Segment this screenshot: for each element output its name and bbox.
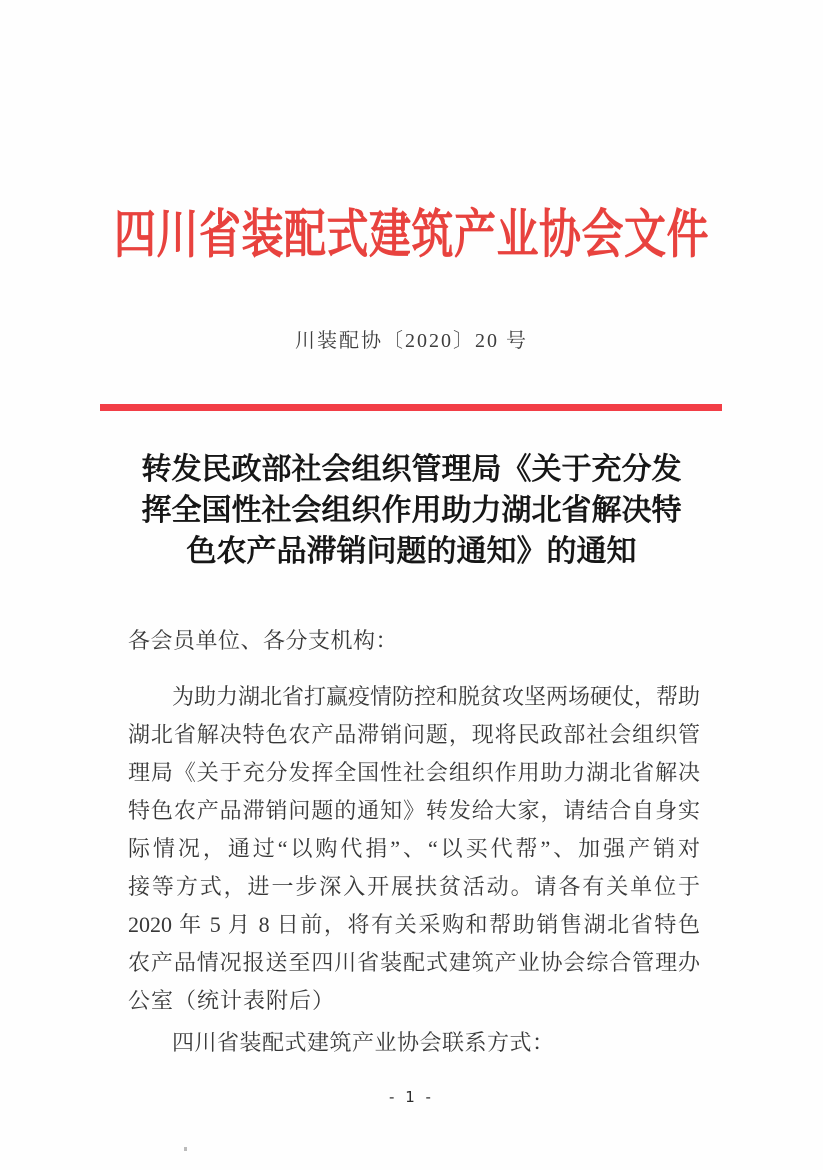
body-line: 特色农产品滞销问题的通知》转发给大家，请结合自身实 [128,798,700,823]
org-header-title: 四川省装配式建筑产业协会文件 [113,206,709,265]
doc-title-line-2: 挥全国性社会组织作用助力湖北省解决特 [141,494,682,527]
contact-line: 四川省装配式建筑产业协会联系方式： [172,1030,555,1055]
body-paragraph [128,678,700,1020]
body-line: 湖北省解决特色农产品滞销问题，现将民政部社会组织管 [128,722,700,747]
body-line: 为助力湖北省打赢疫情防控和脱贫攻坚两场硬仗，帮助 [172,684,701,709]
salutation: 各会员单位、各分支机构： [128,628,399,653]
body-line: 公室（统计表附后） [128,988,336,1013]
doc-number: 川装配协〔2020〕20 号 [295,330,528,352]
page-number: - 1 - [389,1088,434,1106]
body-line: 2020 年 5 月 8 日前，将有关采购和帮助销售湖北省特色 [128,912,700,937]
doc-title-line-3: 色农产品滞销问题的通知》的通知 [186,535,637,568]
doc-title-line-1: 转发民政部社会组织管理局《关于充分发 [141,453,682,486]
doc-title [60,449,763,572]
body-line: 农产品情况报送至四川省装配式建筑产业协会综合管理办 [128,950,700,975]
body-line: 接等方式，进一步深入开展扶贫活动。请各有关单位于 [128,874,700,899]
body-line: 理局《关于充分发挥全国性社会组织作用助力湖北省解决 [128,760,700,785]
scan-artifact-speck [184,1147,187,1151]
red-divider-line [100,404,722,411]
body-line: 际情况，通过“以购代捐”、“以买代帮”、加强产销对 [128,836,700,861]
